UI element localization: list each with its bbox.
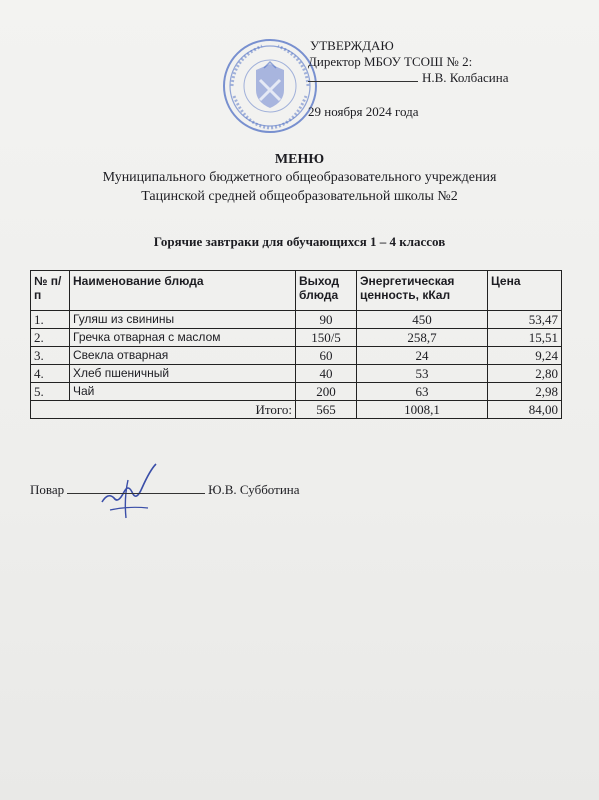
table-row [31, 329, 562, 347]
row-energy: 450 [357, 311, 488, 329]
row-num: 4. [31, 365, 70, 383]
row-energy: 258,7 [357, 329, 488, 347]
cook-name: Ю.В. Субботина [208, 482, 300, 497]
institution-line-1: Муниципального бюджетного общеобразовательного учреждения [102, 170, 497, 185]
row-num: 3. [31, 347, 70, 365]
approval-position: Директор МБОУ ТСОШ № 2: [308, 54, 473, 69]
row-num: 5. [31, 383, 70, 401]
section-title: Горячие завтраки для обучающихся 1 – 4 классов [153, 234, 446, 249]
approval-signer: Н.В. Колбасина [422, 70, 509, 85]
header-energy: Энергетическая ценность, кКал [357, 271, 488, 311]
row-num: 2. [31, 329, 70, 347]
row-name: Гречка отварная с маслом [70, 329, 296, 347]
row-price: 9,24 [488, 347, 562, 365]
row-energy: 53 [357, 365, 488, 383]
approval-label: УТВЕРЖДАЮ [310, 38, 394, 53]
table-row [31, 311, 562, 329]
header-price: Цена [488, 271, 562, 311]
cook-signature-line [30, 482, 300, 498]
table-row [31, 347, 562, 365]
header-name: Наименование блюда [70, 271, 296, 311]
page-title: МЕНЮ [274, 152, 325, 167]
total-portion: 565 [296, 401, 357, 419]
header-portion: Выход блюда [296, 271, 357, 311]
row-name: Хлеб пшеничный [70, 365, 296, 383]
row-price: 15,51 [488, 329, 562, 347]
total-energy: 1008,1 [357, 401, 488, 419]
approval-date: 29 ноября 2024 года [308, 104, 419, 119]
table-row [31, 365, 562, 383]
row-portion: 90 [296, 311, 357, 329]
row-portion: 150/5 [296, 329, 357, 347]
table-total-row [31, 401, 562, 419]
signature-underline [67, 493, 205, 494]
row-portion: 60 [296, 347, 357, 365]
menu-table [30, 270, 562, 419]
row-portion: 40 [296, 365, 357, 383]
table-row [31, 383, 562, 401]
institution-line-2: Тацинской средней общеобразовательной школы №2 [141, 189, 458, 204]
header-num: № п/п [31, 271, 70, 311]
table-header-row [31, 271, 562, 311]
row-price: 2,98 [488, 383, 562, 401]
row-name: Гуляш из свинины [70, 311, 296, 329]
row-name: Свекла отварная [70, 347, 296, 365]
row-price: 2,80 [488, 365, 562, 383]
cook-label: Повар [30, 482, 65, 497]
row-energy: 63 [357, 383, 488, 401]
approval-signer-line [308, 70, 509, 86]
signature-line [308, 81, 418, 82]
total-label: Итого: [31, 401, 296, 419]
row-name: Чай [70, 383, 296, 401]
row-portion: 200 [296, 383, 357, 401]
total-price: 84,00 [488, 401, 562, 419]
official-stamp [222, 38, 318, 134]
row-num: 1. [31, 311, 70, 329]
row-price: 53,47 [488, 311, 562, 329]
row-energy: 24 [357, 347, 488, 365]
